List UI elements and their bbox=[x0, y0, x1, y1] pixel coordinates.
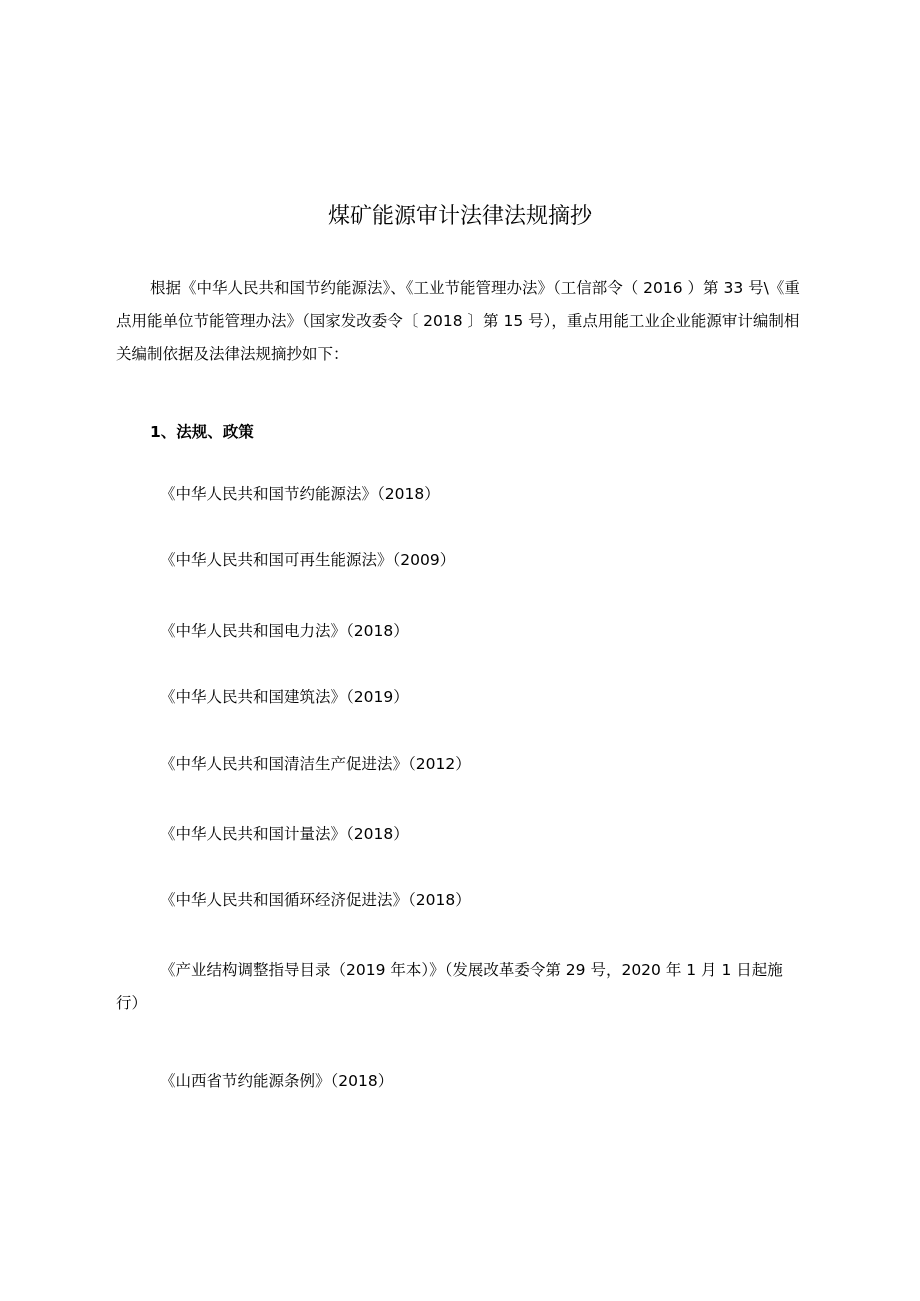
section-heading: 1、法规、政策 bbox=[150, 423, 254, 441]
document-title: 煤矿能源审计法律法规摘抄 bbox=[327, 204, 592, 229]
intro-paragraph: 根据《中华人民共和国节约能源法》、《工业节能管理办法》（工信部令（ 2016 ）第 33 号\《重点用能单位节能管理办法》（国家发改委令〔 2018 〕第 15 号），重点用能工业企业能源审计编制相关编制依据及法律法规摘抄如下： bbox=[116, 279, 800, 363]
law-item: 《中华人民共和国计量法》（2018） bbox=[160, 825, 409, 843]
law-item: 《中华人民共和国电力法》（2018） bbox=[160, 622, 409, 640]
law-item: 《中华人民共和国循环经济促进法》（2018） bbox=[160, 891, 471, 909]
law-item: 《中华人民共和国节约能源法》（2018） bbox=[160, 485, 440, 503]
law-item: 《中华人民共和国建筑法》（2019） bbox=[160, 688, 409, 706]
law-item: 《山西省节约能源条例》（2018） bbox=[160, 1072, 394, 1090]
law-item: 《产业结构调整指导目录（2019 年本）》（发展改革委令第 29 号，2020 年 1 月 1 日起施行） bbox=[116, 961, 783, 1012]
law-item: 《中华人民共和国清洁生产促进法》（2012） bbox=[160, 755, 471, 773]
law-item: 《中华人民共和国可再生能源法》（2009） bbox=[160, 551, 456, 569]
